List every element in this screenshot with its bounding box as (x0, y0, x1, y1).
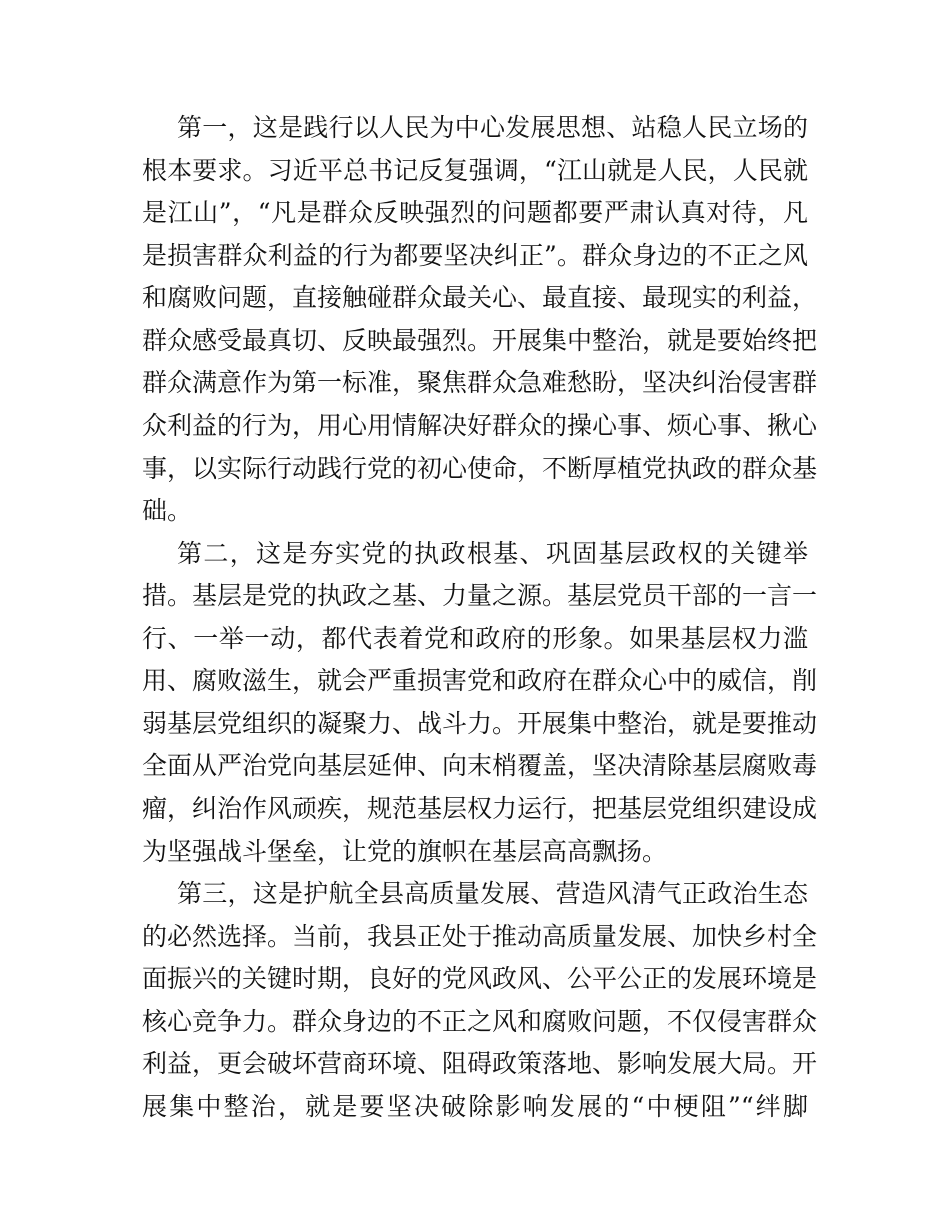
paragraph-2 (142, 533, 818, 874)
document-body (142, 107, 818, 1129)
text-line: 弱基层党组织的凝聚力、战斗力。开展集中整治，就是要推动 (142, 708, 818, 738)
text-line: 面振兴的关键时期，良好的党风政风、公平公正的发展环境是 (142, 964, 818, 994)
text-line: 事，以实际行动践行党的初心使命，不断厚植党执政的群众基 (142, 453, 818, 483)
text-line: 为坚强战斗堡垒，让党的旗帜在基层高高飘扬。 (142, 836, 668, 866)
text-line: 是损害群众利益的行为都要坚决纠正”。群众身边的不正之风 (142, 240, 808, 270)
text-line: 行、一举一动，都代表着党和政府的形象。如果基层权力滥 (142, 623, 808, 653)
paragraph-1 (142, 107, 818, 533)
text-line: 瘤，纠治作风顽疾，规范基层权力运行，把基层党组织建设成 (142, 794, 818, 823)
text-line: 是江山”，“凡是群众反映强烈的问题都要严肃认真对待，凡 (142, 198, 808, 228)
text-line: 第二，这是夯实党的执政根基、巩固基层政权的关键举 (177, 538, 808, 568)
text-line: 第三，这是护航全县高质量发展、营造风清气正政治生态 (177, 879, 808, 909)
text-line: 全面从严治党向基层延伸、向末梢覆盖，坚决清除基层腐败毒 (142, 751, 818, 781)
text-line: 第一，这是践行以人民为中心发展思想、站稳人民立场的 (177, 113, 808, 142)
text-line: 和腐败问题，直接触碰群众最关心、最直接、最现实的利益， (142, 283, 818, 313)
text-line: 措。基层是党的执政之基、力量之源。基层党员干部的一言一 (142, 581, 818, 611)
text-line: 用、腐败滋生，就会严重损害党和政府在群众心中的威信，削 (142, 666, 818, 696)
text-line: 利益，更会破坏营商环境、阻碍政策落地、影响发展大局。开 (142, 1049, 818, 1079)
text-line: 核心竞争力。群众身边的不正之风和腐败问题，不仅侵害群众 (142, 1006, 818, 1036)
text-line: 群众满意作为第一标准，聚焦群众急难愁盼，坚决纠治侵害群 (142, 368, 818, 398)
text-line: 众利益的行为，用心用情解决好群众的操心事、烦心事、揪心 (142, 410, 818, 440)
text-line: 群众感受最真切、反映最强烈。开展集中整治，就是要始终把 (142, 325, 818, 355)
text-line: 础。 (142, 496, 193, 526)
text-line: 的必然选择。当前，我县正处于推动高质量发展、加快乡村全 (142, 921, 818, 951)
paragraph-3 (142, 873, 818, 1128)
text-line: 根本要求。习近平总书记反复强调，“江山就是人民，人民就 (142, 155, 808, 185)
text-line: 展集中整治，就是要坚决破除影响发展的“中梗阻”“绊脚 (142, 1091, 808, 1121)
